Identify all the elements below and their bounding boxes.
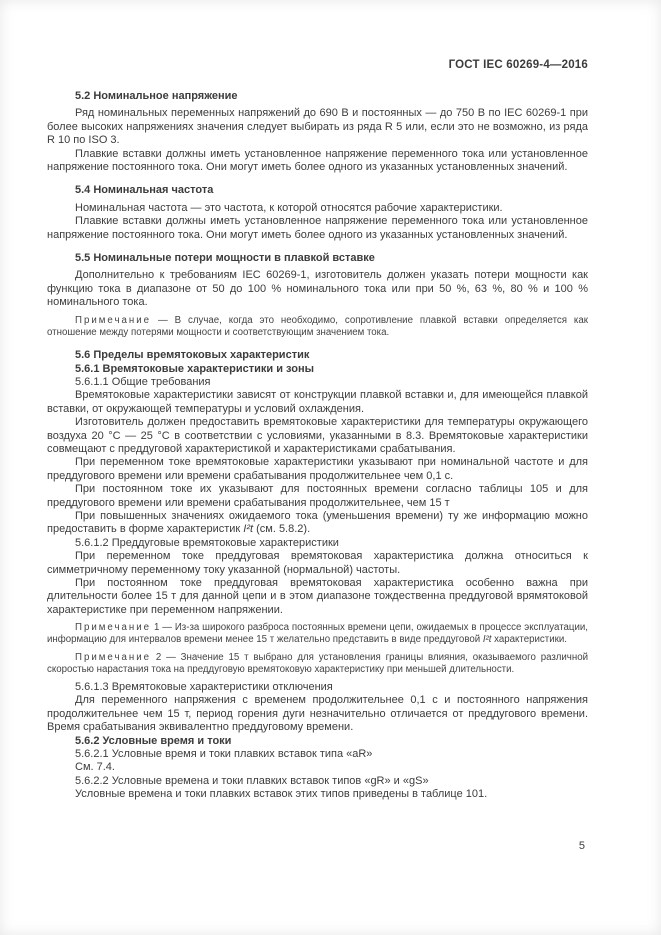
note-number: 2 [151,651,162,663]
i2t-formula: I²t [482,634,492,646]
i2t-formula: I²t [243,523,254,536]
section-5-6-1-1-paragraph-3: При переменном токе времятоковые характеристики указывают при номинальной частоте и для преддугового времени или времени срабатывания продолжительнее чем 0,1 с. [47,456,588,482]
note-text: — В случае, когда это необходимо, сопротивление плавкой вставки определяется как отношение между потерями мощности и соответствующим значением тока. [47,314,588,338]
section-5-6-1-1-paragraph-2: Изготовитель должен предоставить времятоковые характеристики для температуры окружающего воздуха 20 °С — 25 °С в соответствии с условиями, указанными в 8.3. Времятоковые характеристики совмещают с преддуговой характеристикой и характеристиками срабатывания. [47,416,588,455]
section-5-6-2-2-paragraph-1: Условные времена и токи плавких вставок этих типов приведены в таблице 101. [75,788,488,801]
section-5-6-1-2-paragraph-2: При постоянном токе преддуговая времятоковая характеристика особенно важна при длительности более 15 т для данной цепи и в этом диапазоне тождественна преддуговой врямятоковой характеристике при переменном напряжении. [47,577,588,616]
page-content [47,58,588,802]
section-5-6-heading: 5.6 Пределы времятоковых характеристик [75,349,310,362]
note-text: — Из-за широкого разброса постоянных времени цепи, ожидаемых в процессе эксплуатации, информацию для интервалов времени менее 15 т желательно представить в виде преддуговой [47,622,588,646]
section-5-2-paragraph-1: Ряд номинальных переменных напряжений до 690 В и постоянных — до 750 В по IEC 60269-1 при более высоких напряжениях значения следует выбирать из ряда R 5 или, если это не возможно, из ряда R 10 по ISO 3. [47,107,588,147]
section-5-6-1-1-heading: 5.6.1.1 Общие требования [75,375,211,388]
section-5-6-2-heading: 5.6.2 Условные время и токи [75,734,232,747]
section-5-6-2-1-paragraph-1: См. 7.4. [75,761,115,774]
section-5-2-paragraph-2: Плавкие вставки должны иметь установленное напряжение переменного тока или установленное напряжение постоянного тока. Они могут иметь более одного из указанных установленных значений. [47,147,588,174]
running-header: ГОСТ IEC 60269-4—2016 [448,59,588,71]
section-5-4-heading: 5.4 Номинальная частота [75,184,214,197]
note-text: — Значение 15 т выбрано для установления границы влияния, оказываемого различной скоростью нарастания тока на преддуговую времятоковую характеристику при меньшей длительности. [47,651,588,675]
section-5-4-paragraph-1: Номинальная частота — это частота, к которой относятся рабочие характеристики. [75,201,503,214]
note-text: характеристики. [491,634,567,646]
section-5-5-paragraph-1: Дополнительно к требованиям IEC 60269-1, изготовитель должен указать потери мощности как функцию тока в диапазоне от 50 до 100 % номинального тока или при 50 %, 63 %, 80 % и 100 % номинального тока. [47,269,588,309]
note-label: Примечание [75,622,152,634]
section-5-6-1-2-paragraph-1: При переменном токе преддуговая времятоковая характеристика должна относиться к симметричному переменному току указанной (нормальной) частоты. [47,550,588,576]
section-5-6-1-3-paragraph-1: Для переменного напряжения с временем продолжительнее 0,1 с и постоянного напряжения продолжительнее чем 15 т, период горения дуги незначительно отличается от преддугового времени. Время срабатывания эквивалентно преддуговому времени. [47,694,588,734]
section-5-4-paragraph-2: Плавкие вставки должны иметь установленное напряжение переменного тока или установленное напряжение постоянного тока. Они могут иметь более одного из указанных установленных значений. [47,215,588,241]
note-label: Примечание [75,314,152,326]
section-5-5-note [47,315,588,339]
note-number: 1 [151,622,160,634]
section-5-6-1-1-paragraph-5 [47,510,588,537]
section-5-6-1-1-paragraph-4: При постоянном токе их указывают для постоянных времени согласно таблицы 105 и для преддугового времени или времени срабатывания продолжительнее, чем 15 т [47,483,588,509]
paragraph-text: При повышенных значениях ожидаемого тока (уменьшения времени) ту же информацию можно предоставить в форме характеристик [47,509,588,536]
section-5-5-heading: 5.5 Номинальные потери мощности в плавкой вставке [75,252,375,265]
section-5-6-2-2-heading: 5.6.2.2 Условные времена и токи плавких вставок типов «gR» и «gS» [75,774,429,787]
section-5-6-1-1-paragraph-1: Времятоковые характеристики зависят от конструкции плавкой вставки и, для имеющейся плавкой вставки, от окружающей температуры и условий охлаждения. [47,389,588,415]
section-5-6-1-2-note-1 [47,622,588,646]
section-5-6-1-heading: 5.6.1 Времятоковые характеристики и зоны [75,362,315,375]
section-5-6-2-1-heading: 5.6.2.1 Условные время и токи плавких вставок типа «aR» [75,748,373,761]
page-number: 5 [578,840,585,852]
section-5-6-1-3-heading: 5.6.1.3 Времятоковые характеристики отключения [75,681,333,694]
section-5-2-heading: 5.2 Номинальное напряжение [75,90,238,102]
section-5-6-1-2-heading: 5.6.1.2 Преддуговые времятоковые характеристики [75,536,339,549]
section-5-6-1-2-note-2 [47,652,588,676]
paragraph-text: (см. 5.8.2). [253,523,311,536]
note-label: Примечание [75,651,152,663]
